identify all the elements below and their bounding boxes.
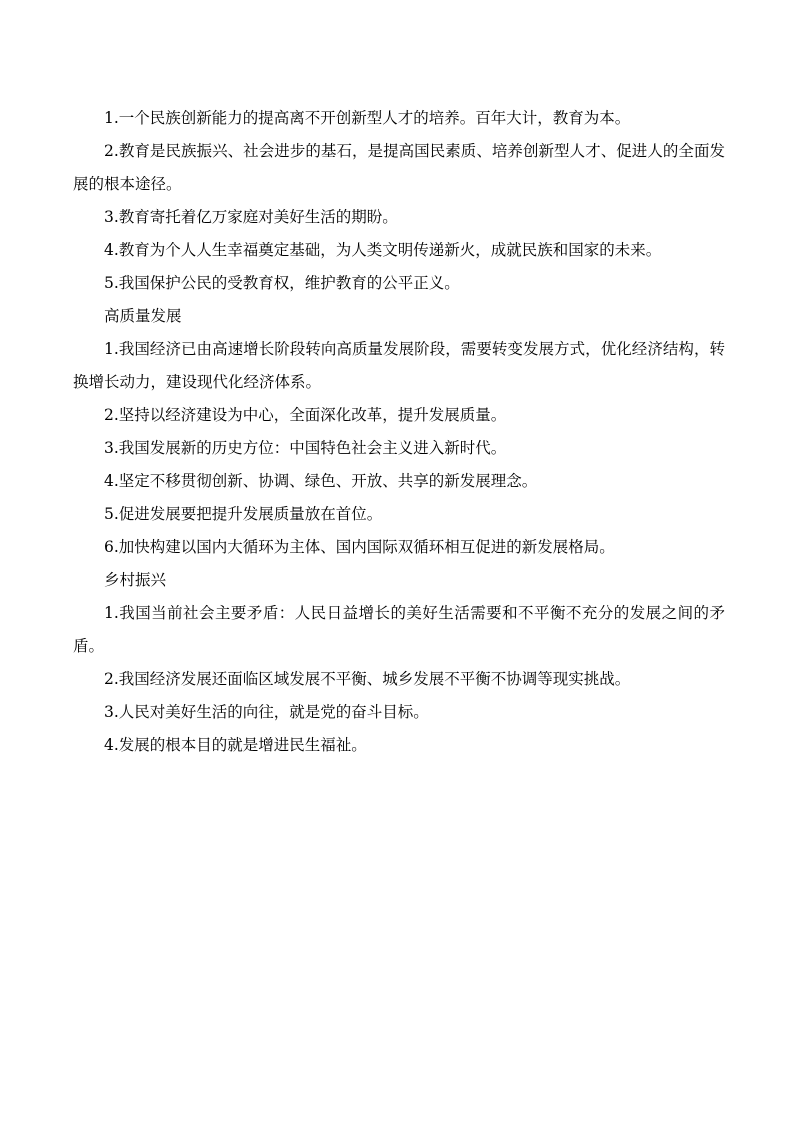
education-item-5: 5.我国保护公民的受教育权，维护教育的公平正义。 bbox=[104, 274, 460, 292]
high-quality-item-3: 3.我国发展新的历史方位：中国特色社会主义进入新时代。 bbox=[104, 439, 507, 457]
education-item-3: 3.教育寄托着亿万家庭对美好生活的期盼。 bbox=[104, 208, 398, 226]
high-quality-item-2: 2.坚持以经济建设为中心，全面深化改革，提升发展质量。 bbox=[104, 406, 507, 424]
rural-item-2: 2.我国经济发展还面临区域发展不平衡、城乡发展不平衡不协调等现实挑战。 bbox=[104, 670, 631, 688]
education-item-4: 4.教育为个人人生幸福奠定基础，为人类文明传递新火，成就民族和国家的未来。 bbox=[104, 241, 662, 259]
high-quality-item-4: 4.坚定不移贯彻创新、协调、绿色、开放、共享的新发展理念。 bbox=[104, 472, 538, 490]
rural-item-1: 1.我国当前社会主要矛盾：人民日益增长的美好生活需要和不平衡不充分的发展之间的矛盾。 bbox=[73, 604, 725, 655]
high-quality-item-1: 1.我国经济已由高速增长阶段转向高质量发展阶段，需要转变发展方式，优化经济结构，转换增长动力，建设现代化经济体系。 bbox=[73, 340, 725, 391]
education-item-2: 2.教育是民族振兴、社会进步的基石，是提高国民素质、培养创新型人才、促进人的全面发展的根本途径。 bbox=[73, 142, 725, 193]
document-body bbox=[73, 102, 725, 762]
section-heading-rural: 乡村振兴 bbox=[104, 571, 167, 589]
high-quality-item-6: 6.加快构建以国内大循环为主体、国内国际双循环相互促进的新发展格局。 bbox=[104, 538, 615, 556]
rural-item-4: 4.发展的根本目的就是增进民生福祉。 bbox=[104, 736, 367, 754]
rural-item-3: 3.人民对美好生活的向往，就是党的奋斗目标。 bbox=[104, 703, 429, 721]
section-heading-high-quality: 高质量发展 bbox=[104, 307, 182, 325]
education-item-1: 1.一个民族创新能力的提高离不开创新型人才的培养。百年大计，教育为本。 bbox=[104, 109, 631, 127]
high-quality-item-5: 5.促进发展要把提升发展质量放在首位。 bbox=[104, 505, 383, 523]
